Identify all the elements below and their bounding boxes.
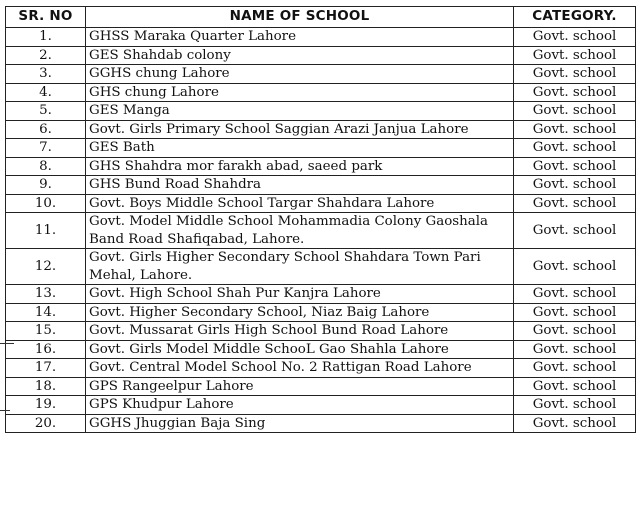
table-row [6, 102, 636, 121]
margin-tick-mark [0, 410, 10, 411]
table-row [6, 46, 636, 65]
sr-no-cell: 16. [6, 340, 86, 359]
sr-no-cell: 5. [6, 102, 86, 121]
school-name-cell: GES Manga [86, 102, 514, 121]
sr-no-cell: 12. [6, 249, 86, 285]
sr-no-cell: 4. [6, 83, 86, 102]
school-name-cell: Govt. High School Shah Pur Kanjra Lahore [86, 285, 514, 304]
table-row [6, 414, 636, 433]
category-cell: Govt. school [514, 340, 636, 359]
school-name-cell: GHS chung Lahore [86, 83, 514, 102]
table-row [6, 285, 636, 304]
table-header [6, 7, 636, 28]
header-school-name: NAME OF SCHOOL [86, 7, 514, 28]
sr-no-cell: 3. [6, 65, 86, 84]
category-cell: Govt. school [514, 194, 636, 213]
sr-no-cell: 1. [6, 28, 86, 47]
table-row [6, 83, 636, 102]
table-row [6, 340, 636, 359]
table-row [6, 359, 636, 378]
sr-no-cell: 13. [6, 285, 86, 304]
category-cell: Govt. school [514, 414, 636, 433]
sr-no-cell: 6. [6, 120, 86, 139]
sr-no-cell: 17. [6, 359, 86, 378]
table-row [6, 377, 636, 396]
table-row [6, 213, 636, 249]
school-name-cell: GPS Rangeelpur Lahore [86, 377, 514, 396]
school-name-cell: Govt. Central Model School No. 2 Rattigan Road Lahore [86, 359, 514, 378]
category-cell: Govt. school [514, 65, 636, 84]
school-name-cell: Govt. Girls Higher Secondary School Shahdara Town Pari Mehal, Lahore. [86, 249, 514, 285]
category-cell: Govt. school [514, 322, 636, 341]
table-row [6, 176, 636, 195]
category-cell: Govt. school [514, 83, 636, 102]
category-cell: Govt. school [514, 102, 636, 121]
category-cell: Govt. school [514, 303, 636, 322]
school-name-cell: GGHS Jhuggian Baja Sing [86, 414, 514, 433]
category-cell: Govt. school [514, 249, 636, 285]
sr-no-cell: 18. [6, 377, 86, 396]
school-name-cell: Govt. Mussarat Girls High School Bund Road Lahore [86, 322, 514, 341]
sr-no-cell: 7. [6, 139, 86, 158]
school-name-cell: Govt. Model Middle School Mohammadia Colony Gaoshala Band Road Shafiqabad, Lahore. [86, 213, 514, 249]
school-name-cell: GPS Khudpur Lahore [86, 396, 514, 415]
school-name-cell: Govt. Girls Model Middle SchooL Gao Shahla Lahore [86, 340, 514, 359]
schools-table [5, 6, 636, 433]
category-cell: Govt. school [514, 46, 636, 65]
header-sr-no: SR. NO [6, 7, 86, 28]
table-row [6, 322, 636, 341]
school-name-cell: GES Shahdab colony [86, 46, 514, 65]
school-name-cell: Govt. Girls Primary School Saggian Arazi Janjua Lahore [86, 120, 514, 139]
category-cell: Govt. school [514, 157, 636, 176]
sr-no-cell: 20. [6, 414, 86, 433]
table-row [6, 396, 636, 415]
table-row [6, 120, 636, 139]
table-body [6, 28, 636, 433]
table-row [6, 65, 636, 84]
sr-no-cell: 9. [6, 176, 86, 195]
sr-no-cell: 14. [6, 303, 86, 322]
table-row [6, 303, 636, 322]
school-name-cell: GGHS chung Lahore [86, 65, 514, 84]
category-cell: Govt. school [514, 176, 636, 195]
school-name-cell: GHS Bund Road Shahdra [86, 176, 514, 195]
category-cell: Govt. school [514, 120, 636, 139]
margin-tick-mark [0, 343, 14, 344]
table-row [6, 194, 636, 213]
school-name-cell: GES Bath [86, 139, 514, 158]
school-name-cell: Govt. Higher Secondary School, Niaz Baig Lahore [86, 303, 514, 322]
table-row [6, 28, 636, 47]
category-cell: Govt. school [514, 213, 636, 249]
sr-no-cell: 2. [6, 46, 86, 65]
sr-no-cell: 10. [6, 194, 86, 213]
sr-no-cell: 15. [6, 322, 86, 341]
header-row [6, 7, 636, 28]
school-name-cell: Govt. Boys Middle School Targar Shahdara Lahore [86, 194, 514, 213]
table-row [6, 249, 636, 285]
category-cell: Govt. school [514, 396, 636, 415]
category-cell: Govt. school [514, 377, 636, 396]
school-name-cell: GHS Shahdra mor farakh abad, saeed park [86, 157, 514, 176]
table-row [6, 157, 636, 176]
category-cell: Govt. school [514, 285, 636, 304]
category-cell: Govt. school [514, 139, 636, 158]
table-row [6, 139, 636, 158]
category-cell: Govt. school [514, 28, 636, 47]
sr-no-cell: 19. [6, 396, 86, 415]
sr-no-cell: 8. [6, 157, 86, 176]
header-category: CATEGORY. [514, 7, 636, 28]
school-name-cell: GHSS Maraka Quarter Lahore [86, 28, 514, 47]
category-cell: Govt. school [514, 359, 636, 378]
sr-no-cell: 11. [6, 213, 86, 249]
